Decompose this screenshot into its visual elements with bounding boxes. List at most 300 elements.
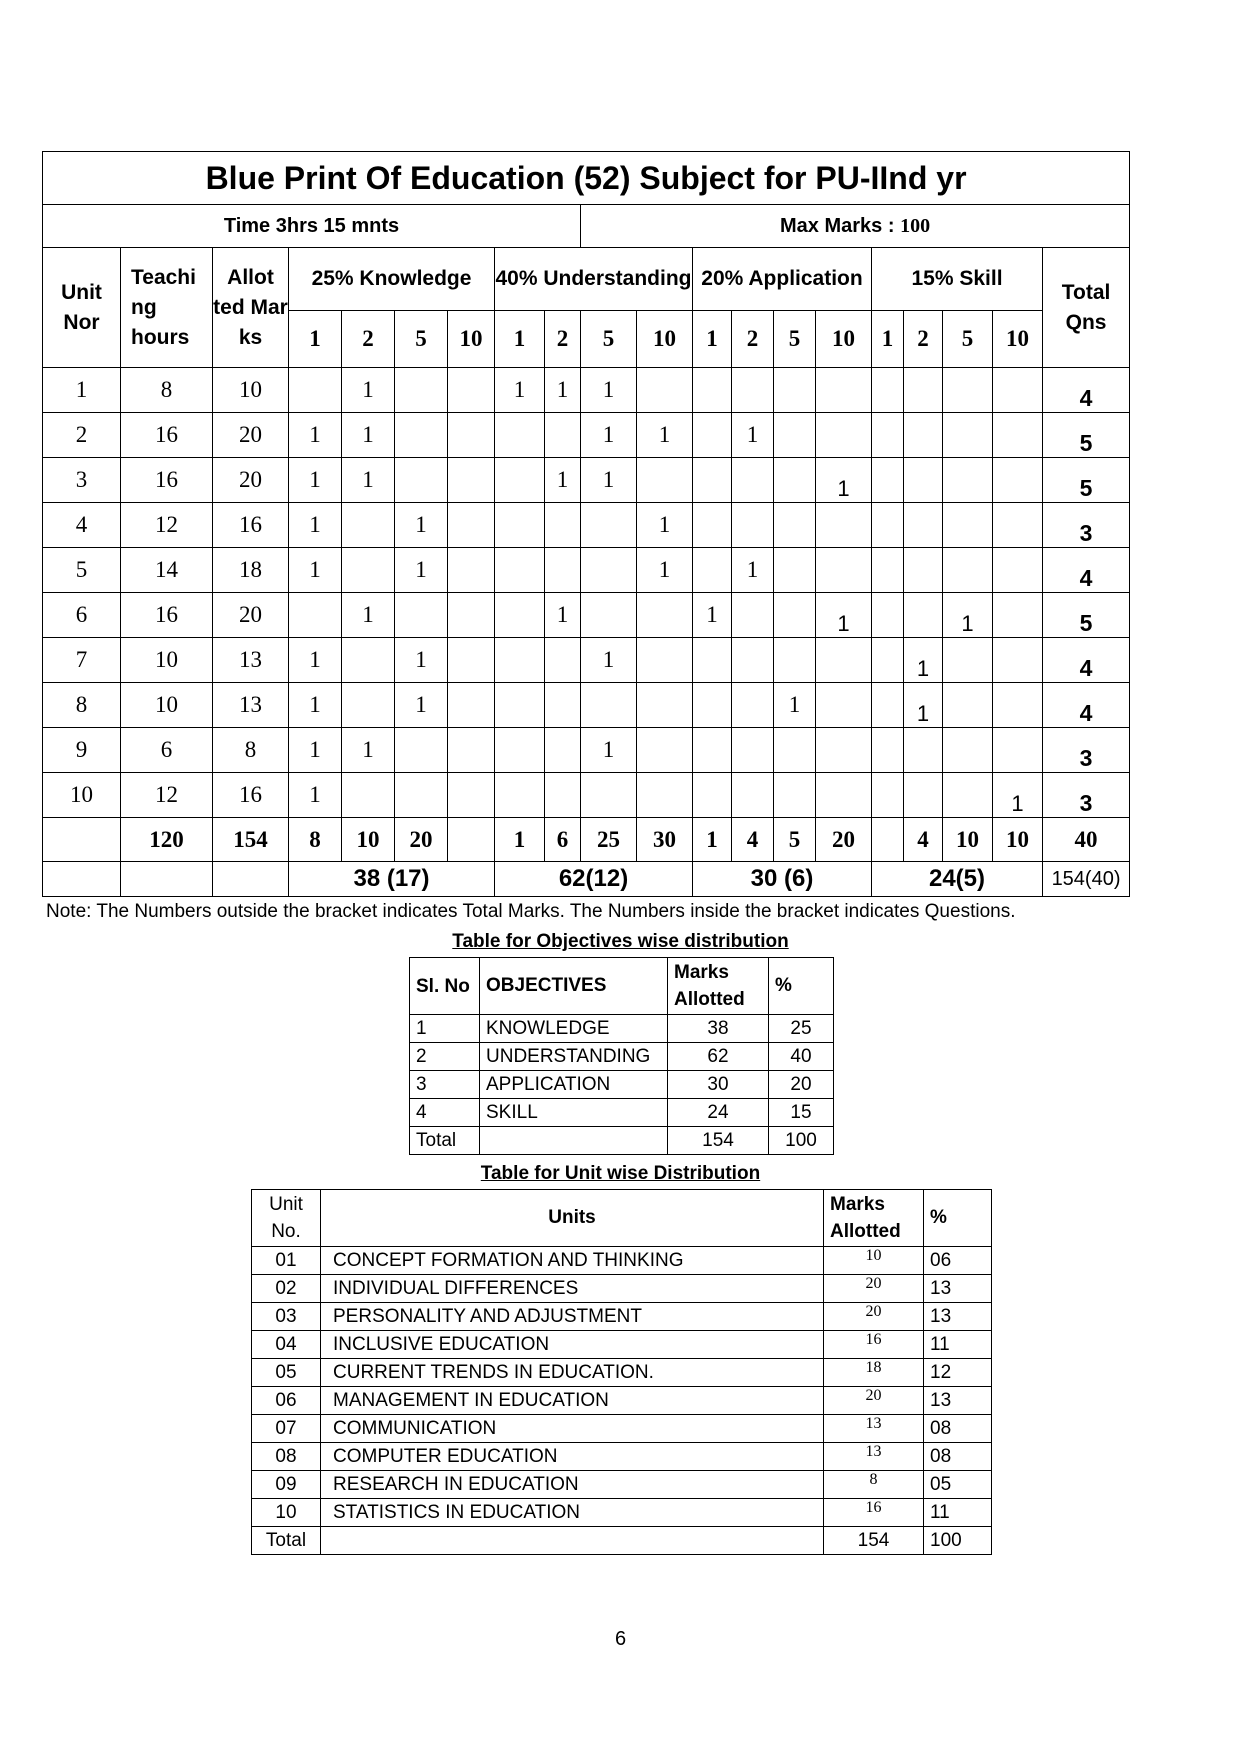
header-unit: Unit Nor — [43, 248, 121, 368]
exam-time: Time 3hrs 15 mnts — [43, 205, 581, 248]
table-row — [252, 1331, 992, 1359]
sum-cell: 10 — [342, 818, 395, 862]
table-cell: 5 — [43, 548, 121, 593]
table-cell: 62 — [668, 1043, 769, 1071]
table-cell: 1 — [342, 458, 395, 503]
table-row — [252, 1387, 992, 1415]
table-cell: 1 — [816, 458, 872, 503]
table-cell — [816, 368, 872, 413]
units-table — [251, 1189, 992, 1555]
table-cell: 10 — [121, 638, 213, 683]
table-cell — [732, 593, 774, 638]
table-cell: Total — [410, 1127, 480, 1155]
table-cell: 20 — [824, 1387, 924, 1415]
table-cell — [816, 503, 872, 548]
marks-subheader: 10 — [993, 311, 1043, 368]
marks-subheader: 5 — [581, 311, 637, 368]
table-cell: 03 — [252, 1303, 321, 1331]
table-cell: KNOWLEDGE — [480, 1015, 668, 1043]
table-cell — [495, 638, 545, 683]
table-cell: PERSONALITY AND ADJUSTMENT — [321, 1303, 824, 1331]
header-total-questions: Total Qns — [1043, 248, 1130, 368]
table-cell — [904, 368, 943, 413]
table-cell — [943, 413, 993, 458]
table-cell: 1 — [289, 458, 342, 503]
marks-subheader: 5 — [395, 311, 448, 368]
table-cell: 1 — [637, 503, 693, 548]
table-cell: 1 — [693, 593, 732, 638]
table-cell — [732, 638, 774, 683]
table-cell: 1 — [289, 773, 342, 818]
table-cell — [395, 593, 448, 638]
units-total-marks: 154 — [824, 1527, 924, 1555]
table-cell: 20 — [824, 1275, 924, 1303]
table-cell — [872, 413, 904, 458]
table-cell — [993, 413, 1043, 458]
table-cell — [495, 548, 545, 593]
table-cell — [448, 728, 495, 773]
table-cell — [904, 773, 943, 818]
sum-cell: 154 — [213, 818, 289, 862]
note: Note: The Numbers outside the bracket indicates Total Marks. The Numbers inside the bracket indicates Questions. — [46, 901, 1016, 922]
table-cell: 40 — [769, 1043, 834, 1071]
table-cell: 1 — [289, 683, 342, 728]
units-header-percent: % — [924, 1190, 992, 1247]
marks-subheader: 1 — [289, 311, 342, 368]
table-row — [43, 368, 1130, 413]
marks-subheader: 10 — [637, 311, 693, 368]
units-total-percent: 100 — [924, 1527, 992, 1555]
units-header-no: Unit No. — [252, 1190, 321, 1247]
table-row — [252, 1359, 992, 1387]
table-cell: 12 — [924, 1359, 992, 1387]
marks-subheader: 2 — [732, 311, 774, 368]
marks-subheader: 5 — [774, 311, 816, 368]
table-cell — [693, 728, 732, 773]
table-cell: 20 — [769, 1071, 834, 1099]
table-cell: APPLICATION — [480, 1071, 668, 1099]
table-cell — [448, 773, 495, 818]
table-cell — [693, 368, 732, 413]
table-row — [410, 1043, 834, 1071]
table-cell — [732, 458, 774, 503]
table-cell — [943, 773, 993, 818]
sum-cell — [872, 818, 904, 862]
table-cell: 16 — [213, 773, 289, 818]
table-row — [410, 1015, 834, 1043]
table-cell — [693, 413, 732, 458]
table-cell: 24 — [668, 1099, 769, 1127]
table-cell: 9 — [43, 728, 121, 773]
table-row — [252, 1275, 992, 1303]
table-cell — [693, 458, 732, 503]
table-cell: 20 — [213, 593, 289, 638]
table-cell: 154 — [668, 1127, 769, 1155]
table-cell — [943, 638, 993, 683]
header-application: 20% Application — [693, 248, 872, 311]
table-cell — [993, 503, 1043, 548]
marks-subheader: 2 — [545, 311, 581, 368]
table-cell: 11 — [924, 1331, 992, 1359]
table-cell: 3 — [43, 458, 121, 503]
table-cell — [943, 368, 993, 413]
table-cell: 1 — [904, 683, 943, 728]
table-cell — [904, 413, 943, 458]
table-cell — [774, 773, 816, 818]
table-cell: 7 — [43, 638, 121, 683]
table-row — [252, 1303, 992, 1331]
table-cell — [904, 503, 943, 548]
table-cell — [732, 728, 774, 773]
table-cell: 10 — [121, 683, 213, 728]
table-cell — [872, 548, 904, 593]
table-cell — [872, 773, 904, 818]
total-questions-cell: 4 — [1043, 638, 1130, 683]
table-row — [43, 728, 1130, 773]
table-cell: 1 — [581, 413, 637, 458]
table-cell — [342, 773, 395, 818]
table-cell: 08 — [924, 1415, 992, 1443]
marks-subheader: 5 — [943, 311, 993, 368]
table-cell: 1 — [43, 368, 121, 413]
table-cell — [693, 548, 732, 593]
sum-cell: 10 — [993, 818, 1043, 862]
table-cell: 13 — [213, 683, 289, 728]
table-cell: 20 — [213, 458, 289, 503]
table-row — [43, 638, 1130, 683]
table-cell — [872, 503, 904, 548]
blank-cell — [213, 862, 289, 897]
table-row — [252, 1247, 992, 1275]
table-cell — [693, 503, 732, 548]
table-cell — [395, 773, 448, 818]
table-cell — [993, 548, 1043, 593]
table-cell — [395, 458, 448, 503]
table-cell: 05 — [924, 1471, 992, 1499]
table-cell: 6 — [43, 593, 121, 638]
sum-cell: 25 — [581, 818, 637, 862]
blueprint-title: Blue Print Of Education (52) Subject for PU-IInd yr — [43, 152, 1130, 205]
table-cell: 2 — [43, 413, 121, 458]
table-row — [410, 1071, 834, 1099]
table-cell: 14 — [121, 548, 213, 593]
table-cell: INCLUSIVE EDUCATION — [321, 1331, 824, 1359]
table-cell — [342, 503, 395, 548]
table-cell — [816, 413, 872, 458]
objectives-table — [409, 957, 834, 1155]
total-questions-cell: 4 — [1043, 368, 1130, 413]
table-cell: 1 — [395, 503, 448, 548]
table-cell — [774, 503, 816, 548]
sum-cell: 20 — [395, 818, 448, 862]
units-total-label: Total — [252, 1527, 321, 1555]
table-cell: 08 — [924, 1443, 992, 1471]
table-cell — [289, 368, 342, 413]
table-cell — [495, 683, 545, 728]
table-cell: 8 — [121, 368, 213, 413]
table-cell: 1 — [637, 548, 693, 593]
table-cell: RESEARCH IN EDUCATION — [321, 1471, 824, 1499]
table-cell — [448, 413, 495, 458]
table-cell: 10 — [213, 368, 289, 413]
table-cell — [581, 683, 637, 728]
table-cell — [993, 683, 1043, 728]
sum-cell: 4 — [904, 818, 943, 862]
marks-subheader: 2 — [904, 311, 943, 368]
table-cell — [581, 593, 637, 638]
table-cell: 16 — [121, 458, 213, 503]
table-cell — [993, 728, 1043, 773]
table-cell: 02 — [252, 1275, 321, 1303]
table-cell: UNDERSTANDING — [480, 1043, 668, 1071]
table-cell — [581, 548, 637, 593]
table-cell — [448, 593, 495, 638]
table-cell — [495, 503, 545, 548]
table-cell: 12 — [121, 503, 213, 548]
table-cell — [545, 413, 581, 458]
table-cell — [693, 683, 732, 728]
table-cell: 6 — [121, 728, 213, 773]
table-cell: 18 — [213, 548, 289, 593]
sum-cell: 5 — [774, 818, 816, 862]
table-cell — [943, 728, 993, 773]
page-number: 6 — [614, 1628, 627, 1650]
table-cell — [943, 548, 993, 593]
table-cell — [774, 638, 816, 683]
max-marks — [581, 205, 1130, 248]
total-questions-cell: 3 — [1043, 773, 1130, 818]
table-cell — [904, 458, 943, 503]
table-cell: INDIVIDUAL DIFFERENCES — [321, 1275, 824, 1303]
marks-subheader: 1 — [495, 311, 545, 368]
table-cell — [495, 593, 545, 638]
table-row — [43, 593, 1130, 638]
sum-cell: 8 — [289, 818, 342, 862]
table-cell: MANAGEMENT IN EDUCATION — [321, 1387, 824, 1415]
table-cell: 07 — [252, 1415, 321, 1443]
total-questions-cell: 5 — [1043, 593, 1130, 638]
table-cell: 16 — [121, 413, 213, 458]
table-cell: 13 — [924, 1303, 992, 1331]
table-cell — [816, 683, 872, 728]
table-cell: 13 — [213, 638, 289, 683]
marks-subheader: 10 — [448, 311, 495, 368]
table-cell — [637, 368, 693, 413]
table-cell: 1 — [637, 413, 693, 458]
sum-cell: 40 — [1043, 818, 1130, 862]
units-header-marks: Marks Allotted — [824, 1190, 924, 1247]
table-cell: 06 — [252, 1387, 321, 1415]
sum-cell: 4 — [732, 818, 774, 862]
obj-header-marks: Marks Allotted — [668, 958, 769, 1015]
table-cell: 05 — [252, 1359, 321, 1387]
application-total: 30 (6) — [693, 862, 872, 897]
table-cell: 10 — [824, 1247, 924, 1275]
table-cell — [943, 458, 993, 503]
table-cell: 8 — [43, 683, 121, 728]
table-row — [410, 1099, 834, 1127]
table-cell — [816, 728, 872, 773]
table-cell: 12 — [121, 773, 213, 818]
table-cell — [774, 548, 816, 593]
obj-header-objectives: OBJECTIVES — [480, 958, 668, 1015]
table-cell: 1 — [342, 413, 395, 458]
table-cell — [637, 458, 693, 503]
table-cell — [545, 728, 581, 773]
sum-cell: 120 — [121, 818, 213, 862]
total-questions-cell: 5 — [1043, 413, 1130, 458]
table-cell: 13 — [824, 1443, 924, 1471]
group-total-row — [43, 862, 1130, 897]
table-cell: 1 — [581, 728, 637, 773]
table-cell: 13 — [924, 1275, 992, 1303]
header-teaching-hours: Teachi ng hours — [121, 248, 213, 368]
table-cell — [872, 458, 904, 503]
total-questions-cell: 3 — [1043, 503, 1130, 548]
table-cell — [545, 548, 581, 593]
table-cell: 13 — [924, 1387, 992, 1415]
table-cell: 10 — [43, 773, 121, 818]
table-cell — [774, 458, 816, 503]
table-cell: 1 — [581, 638, 637, 683]
table-cell: 1 — [581, 458, 637, 503]
table-cell: 1 — [395, 638, 448, 683]
sum-cell — [43, 818, 121, 862]
table-cell — [342, 548, 395, 593]
table-cell: 1 — [395, 548, 448, 593]
table-cell — [943, 683, 993, 728]
marks-subheader: 1 — [693, 311, 732, 368]
table-cell: 1 — [545, 368, 581, 413]
table-cell — [637, 638, 693, 683]
table-cell — [816, 548, 872, 593]
table-cell — [904, 548, 943, 593]
table-cell — [872, 638, 904, 683]
table-cell: 06 — [924, 1247, 992, 1275]
table-cell: 20 — [213, 413, 289, 458]
table-cell: CURRENT TRENDS IN EDUCATION. — [321, 1359, 824, 1387]
total-questions-cell: 5 — [1043, 458, 1130, 503]
table-row — [43, 548, 1130, 593]
table-cell: CONCEPT FORMATION AND THINKING — [321, 1247, 824, 1275]
units-caption: Table for Unit wise Distribution — [480, 1163, 761, 1184]
sum-cell: 10 — [943, 818, 993, 862]
table-row — [43, 458, 1130, 503]
understanding-total: 62(12) — [495, 862, 693, 897]
table-cell — [545, 503, 581, 548]
table-cell: 1 — [993, 773, 1043, 818]
table-cell: 1 — [342, 368, 395, 413]
table-cell: SKILL — [480, 1099, 668, 1127]
max-marks-label: Max Marks : — [780, 214, 895, 237]
table-cell: 1 — [410, 1015, 480, 1043]
table-cell: 1 — [342, 593, 395, 638]
total-questions-cell: 3 — [1043, 728, 1130, 773]
table-cell — [872, 728, 904, 773]
table-cell — [872, 683, 904, 728]
units-total-row — [252, 1527, 992, 1555]
table-cell — [774, 413, 816, 458]
table-row — [43, 683, 1130, 728]
header-allotted-marks: Allot ted Mar ks — [213, 248, 289, 368]
total-questions-cell: 4 — [1043, 683, 1130, 728]
table-cell — [693, 638, 732, 683]
table-cell — [448, 458, 495, 503]
table-cell — [448, 548, 495, 593]
table-cell — [545, 773, 581, 818]
table-cell — [581, 773, 637, 818]
table-cell: 13 — [824, 1415, 924, 1443]
table-cell: COMPUTER EDUCATION — [321, 1443, 824, 1471]
table-cell: 16 — [213, 503, 289, 548]
table-cell: 4 — [43, 503, 121, 548]
table-cell — [448, 368, 495, 413]
table-cell — [774, 368, 816, 413]
sum-cell: 1 — [693, 818, 732, 862]
table-cell — [993, 638, 1043, 683]
table-cell: 01 — [252, 1247, 321, 1275]
table-cell — [395, 413, 448, 458]
table-cell — [993, 593, 1043, 638]
table-cell: COMMUNICATION — [321, 1415, 824, 1443]
total-questions-cell: 4 — [1043, 548, 1130, 593]
table-cell: 1 — [943, 593, 993, 638]
table-cell — [732, 503, 774, 548]
table-cell: 1 — [289, 638, 342, 683]
max-marks-value: 100 — [900, 214, 931, 237]
table-cell — [545, 638, 581, 683]
table-cell — [480, 1127, 668, 1155]
table-cell: 8 — [824, 1471, 924, 1499]
sum-cell: 1 — [495, 818, 545, 862]
table-cell — [448, 638, 495, 683]
table-cell — [448, 683, 495, 728]
table-cell — [395, 368, 448, 413]
skill-total: 24(5) — [872, 862, 1043, 897]
table-row — [252, 1499, 992, 1527]
table-cell: 1 — [342, 728, 395, 773]
units-header-units: Units — [321, 1190, 824, 1247]
table-cell: 16 — [824, 1499, 924, 1527]
table-cell: 1 — [289, 413, 342, 458]
table-cell: 11 — [924, 1499, 992, 1527]
table-cell: 1 — [495, 368, 545, 413]
obj-header-sl: Sl. No — [410, 958, 480, 1015]
table-cell — [342, 638, 395, 683]
blank-cell — [121, 862, 213, 897]
table-cell: 20 — [824, 1303, 924, 1331]
table-cell — [732, 368, 774, 413]
table-cell: 4 — [410, 1099, 480, 1127]
table-cell: 1 — [545, 458, 581, 503]
table-cell — [637, 683, 693, 728]
table-cell — [448, 503, 495, 548]
table-cell — [581, 503, 637, 548]
table-cell — [495, 413, 545, 458]
table-cell — [943, 503, 993, 548]
table-cell — [904, 728, 943, 773]
table-cell — [495, 728, 545, 773]
table-cell: 09 — [252, 1471, 321, 1499]
table-cell: 16 — [824, 1331, 924, 1359]
table-cell — [816, 773, 872, 818]
blank-cell — [43, 862, 121, 897]
table-cell: 04 — [252, 1331, 321, 1359]
table-row — [252, 1443, 992, 1471]
table-cell: 30 — [668, 1071, 769, 1099]
table-cell: 1 — [289, 503, 342, 548]
marks-subheader: 2 — [342, 311, 395, 368]
